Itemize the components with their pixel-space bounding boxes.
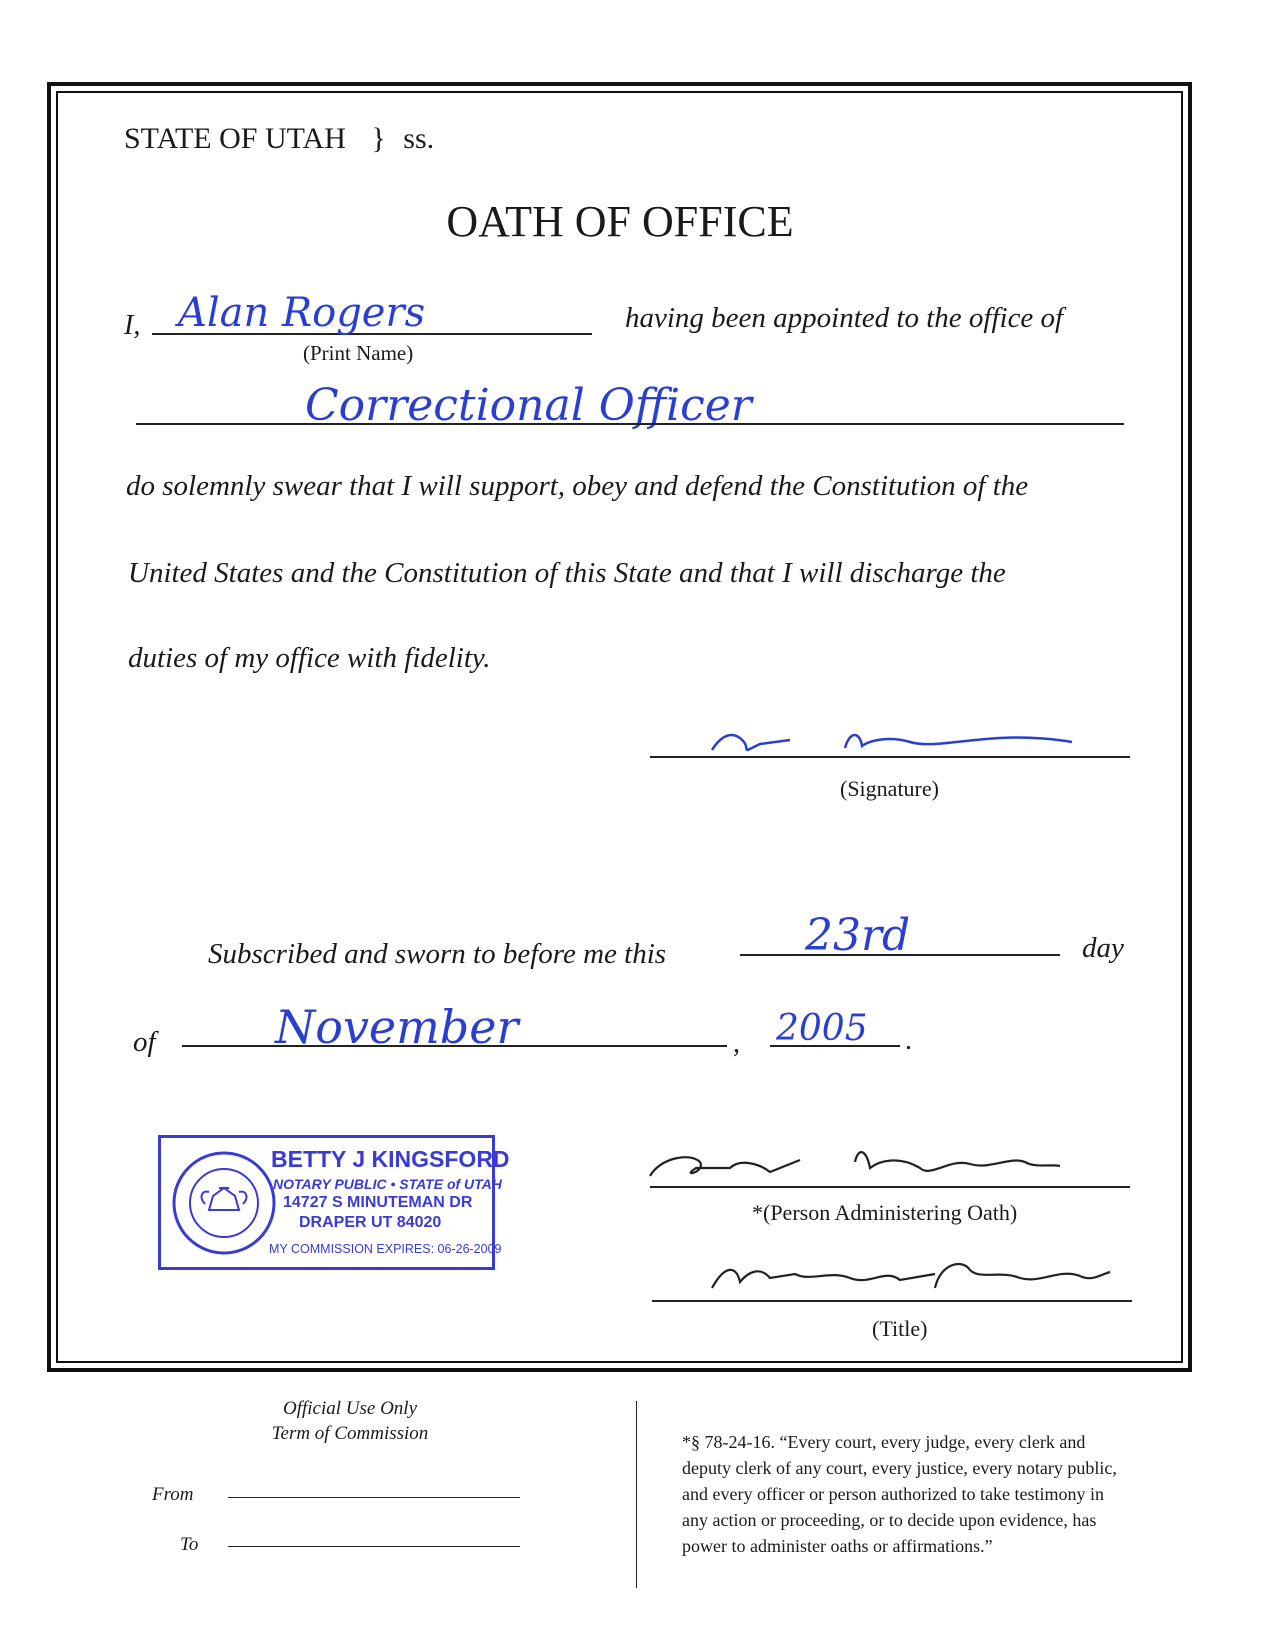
to-field-line (228, 1546, 520, 1547)
oath-body-line-1: do solemnly swear that I will support, obey and defend the Constitution of the (126, 470, 1029, 502)
year-field-line (770, 1045, 900, 1047)
administrator-signature (630, 1138, 1080, 1198)
notary-title-signature (700, 1248, 1120, 1303)
stamp-line-3: 14727 S MINUTEMAN DR (283, 1194, 473, 1211)
print-name-value: Alan Rogers (178, 290, 426, 336)
statute-line-2: deputy clerk of any court, every justice, every notary public, (682, 1458, 1117, 1478)
day-field-line (740, 954, 1060, 956)
day-value: 23rd (805, 910, 911, 961)
ss-label: ss. (403, 122, 435, 155)
stamp-name: BETTY J KINGSFORD (271, 1146, 510, 1172)
date-period: . (905, 1025, 912, 1056)
notary-stamp (158, 1135, 510, 1270)
stamp-line-5: MY COMMISSION EXPIRES: 06-26-2009 (269, 1242, 502, 1256)
oath-body-line-2: United States and the Constitution of this State and that I will discharge the (128, 557, 1006, 589)
statute-line-5: power to administer oaths or affirmations.” (682, 1536, 993, 1556)
statute-line-4: any action or proceeding, or to decide upon evidence, has (682, 1510, 1097, 1530)
from-label: From (152, 1484, 194, 1505)
month-value: November (275, 1000, 519, 1054)
date-comma: , (733, 1028, 740, 1059)
office-value: Correctional Officer (305, 380, 752, 431)
signature-line (650, 756, 1130, 758)
month-field-line (182, 1045, 727, 1047)
day-word: day (1082, 932, 1124, 964)
sworn-text: Subscribed and sworn to before me this (208, 938, 667, 970)
of-word: of (133, 1026, 156, 1058)
page-title: OATH OF OFFICE (446, 197, 794, 246)
oath-taker-signature (700, 720, 1100, 765)
administrator-caption: *(Person Administering Oath) (752, 1200, 1018, 1225)
statute-text (682, 1429, 1117, 1559)
stamp-line-2: NOTARY PUBLIC • STATE of UTAH (273, 1176, 502, 1192)
term-label: Term of Commission (271, 1423, 429, 1444)
administrator-signature-line (650, 1186, 1130, 1188)
state-header (124, 122, 434, 156)
signature-caption: (Signature) (840, 776, 939, 801)
state-name: STATE OF UTAH (124, 122, 346, 155)
statute-line-3: and every officer or person authorized to take testimony in (682, 1484, 1105, 1504)
print-name-caption: (Print Name) (303, 341, 414, 365)
brace: } (371, 122, 386, 155)
to-label: To (180, 1534, 199, 1555)
title-line (652, 1300, 1132, 1302)
from-field-line (228, 1497, 520, 1498)
oath-body-line-3: duties of my office with fidelity. (128, 642, 491, 674)
footer-divider (636, 1401, 637, 1588)
statute-line-1: *§ 78-24-16. “Every court, every judge, every clerk and (682, 1432, 1086, 1452)
state-seal-icon (169, 1148, 279, 1258)
year-value: 2005 (776, 1008, 868, 1049)
office-field-line (136, 423, 1124, 425)
title-caption: (Title) (872, 1316, 928, 1341)
official-use-label: Official Use Only (282, 1398, 418, 1419)
oath-prefix: I, (124, 310, 141, 341)
appointed-text: having been appointed to the office of (625, 302, 1064, 334)
stamp-line-4: DRAPER UT 84020 (299, 1214, 442, 1231)
